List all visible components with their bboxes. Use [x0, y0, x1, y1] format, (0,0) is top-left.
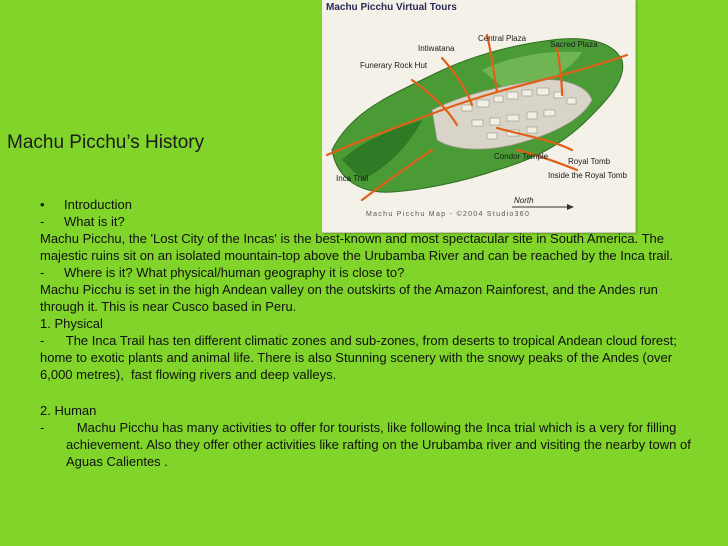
- map-label-north: North: [514, 196, 534, 205]
- bullet-introduction: [34, 196, 694, 213]
- heading-physical: 1. Physical: [40, 316, 103, 331]
- slide-content: [34, 196, 694, 470]
- heading-human: 2. Human: [40, 403, 97, 418]
- paragraph-physical: - The Inca Trail has ten different climatic zones and sub-zones, from deserts to tropical Andean cloud forest; home to exotic plants and animal life. There is also Stunning scenery with the snowy peaks of the Andes (over 6,000 metres), fast flowing rivers and deep valleys.: [40, 333, 681, 382]
- item-where-is-it: [34, 264, 694, 281]
- slide-title: Machu Picchu’s History: [7, 132, 205, 153]
- map-label-intiwatana: Intiwatana: [418, 44, 455, 53]
- dash-mark: -: [40, 420, 45, 435]
- map-title: Machu Picchu Virtual Tours: [326, 2, 457, 13]
- item-where-is-it-text: Where is it? What physical/human geography it is close to?: [64, 265, 405, 280]
- map-caption: Machu Picchu Map - ©2004 Studio360: [366, 211, 531, 218]
- map-label-royal-tomb: Royal Tomb: [568, 157, 611, 166]
- bullet-mark: •: [40, 197, 45, 212]
- paragraph-what: Machu Picchu, the 'Lost City of the Incas' is the best-known and most spectacular site in South America. The majestic ruins sit on an isolated mountain-top above the Urubamba River and can be reached by the Inca trail.: [40, 231, 674, 263]
- map-label-inside-royal-tomb: Inside the Royal Tomb: [548, 171, 628, 180]
- map-label-condor-temple: Condor Temple: [494, 152, 549, 161]
- bullet-introduction-text: Introduction: [64, 197, 132, 212]
- dash-mark: -: [40, 265, 45, 280]
- paragraph-where: Machu Picchu is set in the high Andean valley on the outskirts of the Amazon Rainforest, and the Andes run through it. This is near Cusco based in Peru.: [40, 282, 658, 314]
- spacer: [34, 383, 694, 402]
- map-label-sacred-plaza: Sacred Plaza: [550, 40, 598, 49]
- map-label-central-plaza: Central Plaza: [478, 34, 527, 43]
- dash-mark: -: [40, 214, 45, 229]
- item-human: [34, 419, 694, 470]
- item-human-text: Machu Picchu has many activities to offer for tourists, like following the Inca trial which is a very for filling achievement. Also they offer other activities like rafting on the Urubamba river and visiting the nearby town of Aguas Calientes .: [66, 420, 694, 469]
- item-what-is-it: [34, 213, 694, 230]
- map-label-inca-trail: Inca Trail: [336, 174, 369, 183]
- item-what-is-it-text: What is it?: [64, 214, 125, 229]
- map-label-funerary-rock-hut: Funerary Rock Hut: [360, 61, 428, 70]
